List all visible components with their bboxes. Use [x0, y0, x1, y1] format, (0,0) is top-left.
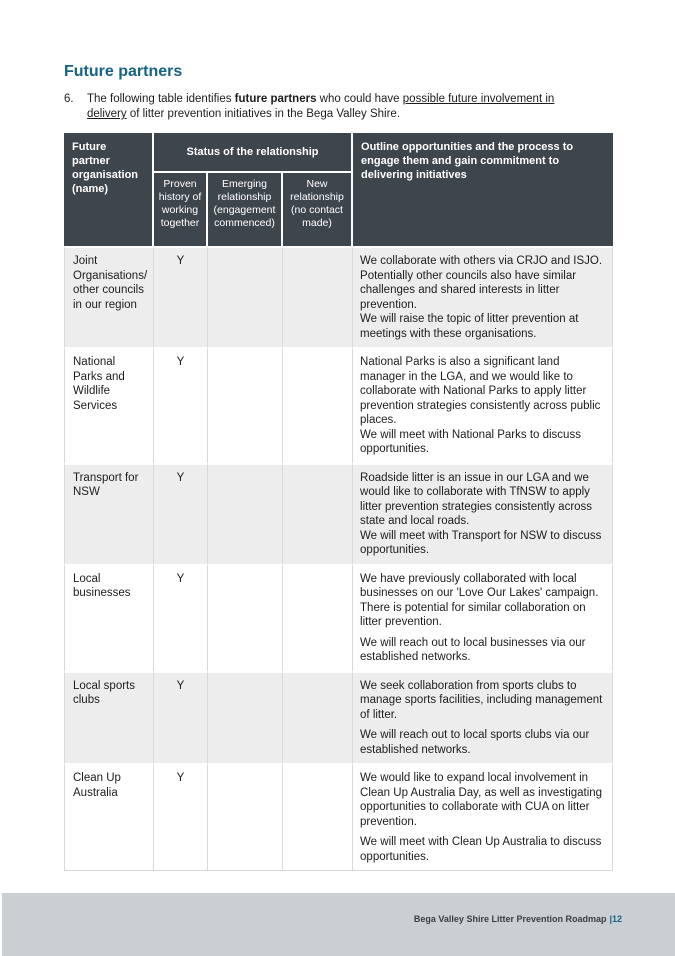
opportunity-cell — [353, 671, 613, 764]
table-row — [64, 763, 613, 871]
intro-text — [87, 92, 595, 122]
col-header-emerging-relationship: Emerging relationship (engagement commenced) — [208, 173, 283, 246]
table-row — [64, 564, 613, 671]
underlined-phrase: possible future involvement in delivery — [87, 93, 555, 120]
status-proven-cell: Y — [154, 347, 208, 463]
opportunity-cell — [353, 763, 613, 871]
table-row — [64, 671, 613, 764]
intro-text-part1: The following table identifies — [87, 93, 235, 105]
opportunity-cell — [353, 463, 613, 564]
footer-page-number: |12 — [609, 914, 622, 924]
status-emerging-cell — [208, 463, 283, 564]
status-emerging-cell — [208, 763, 283, 871]
table-row — [64, 246, 613, 347]
page-footer — [2, 893, 675, 956]
opportunity-paragraph: We have previously collaborated with local businesses on our 'Love Our Lakes' campaign. There is potential for similar collaboration on litter prevention. — [360, 572, 599, 628]
table-row — [64, 463, 613, 564]
opportunity-cell — [353, 564, 613, 671]
opportunity-paragraph: We will reach out to local businesses via our established networks. — [360, 636, 586, 663]
intro-text-part2: who could have — [316, 93, 403, 105]
footer-document-title: Bega Valley Shire Litter Prevention Roadmap — [413, 914, 607, 924]
col-header-opportunities: Outline opportunities and the process to engage them and gain commitment to delivering initiatives — [353, 133, 613, 246]
organisation-cell: Local sports clubs — [64, 671, 154, 764]
status-new-cell — [283, 347, 353, 463]
status-emerging-cell — [208, 564, 283, 671]
opportunity-paragraph: We collaborate with others via CRJO and ISJO. Potentially other councils also have similar challenges and shared interests in litter prevention. — [360, 255, 603, 311]
future-partners-bold: future partners — [234, 93, 317, 105]
status-new-cell — [283, 763, 353, 871]
col-header-status-group: Status of the relationship — [154, 133, 353, 173]
status-proven-cell: Y — [154, 564, 208, 671]
future-partners-table — [64, 133, 613, 871]
opportunity-paragraph: We will raise the topic of litter prevention at meetings with these organisations. — [360, 313, 579, 340]
status-emerging-cell — [208, 671, 283, 764]
status-emerging-cell — [208, 246, 283, 347]
status-proven-cell: Y — [154, 763, 208, 871]
table-header — [64, 133, 613, 246]
table-row — [64, 347, 613, 463]
organisation-cell: National Parks and Wildlife Services — [64, 347, 154, 463]
intro-text-part3: of litter prevention initiatives in the Bega Valley Shire. — [126, 108, 401, 120]
opportunity-cell — [353, 347, 613, 463]
document-page — [64, 0, 613, 871]
opportunity-paragraph: We would like to expand local involvement in Clean Up Australia Day, as well as investigating opportunities to collaborate with CUA on litter prevention. — [360, 772, 603, 828]
list-number: 6. — [64, 93, 74, 105]
page-title: Future partners — [64, 63, 183, 80]
opportunity-paragraph: We will meet with National Parks to discuss opportunities. — [360, 428, 581, 455]
status-emerging-cell — [208, 347, 283, 463]
intro-paragraph — [64, 92, 613, 122]
opportunity-cell — [353, 246, 613, 347]
status-new-cell — [283, 671, 353, 764]
col-header-new-relationship: New relationship (no contact made) — [283, 173, 353, 246]
opportunity-paragraph: National Parks is also a significant land manager in the LGA, and we would like to collaborate with National Parks to apply litter prevention strategies consistently across public places. — [360, 356, 601, 426]
organisation-cell: Local businesses — [64, 564, 154, 671]
status-proven-cell: Y — [154, 246, 208, 347]
opportunity-paragraph: We will reach out to local sports clubs via our established networks. — [360, 729, 590, 756]
col-header-proven-history: Proven history of working together — [154, 173, 208, 246]
opportunity-paragraph: We will meet with Transport for NSW to discuss opportunities. — [360, 529, 602, 556]
organisation-cell: Transport for NSW — [64, 463, 154, 564]
status-proven-cell: Y — [154, 671, 208, 764]
organisation-cell: Joint Organisations/ other councils in our region — [64, 246, 154, 347]
opportunity-paragraph: We seek collaboration from sports clubs to manage sports facilities, including management of litter. — [360, 679, 603, 721]
opportunity-paragraph: Roadside litter is an issue in our LGA and we would like to collaborate with TfNSW to apply litter prevention strategies consistently across state and local roads. — [360, 471, 593, 527]
status-new-cell — [283, 246, 353, 347]
status-new-cell — [283, 463, 353, 564]
organisation-cell: Clean Up Australia — [64, 763, 154, 871]
opportunity-paragraph: We will meet with Clean Up Australia to discuss opportunities. — [360, 836, 602, 863]
col-header-organisation: Future partner organisation (name) — [64, 133, 154, 246]
status-proven-cell: Y — [154, 463, 208, 564]
status-new-cell — [283, 564, 353, 671]
